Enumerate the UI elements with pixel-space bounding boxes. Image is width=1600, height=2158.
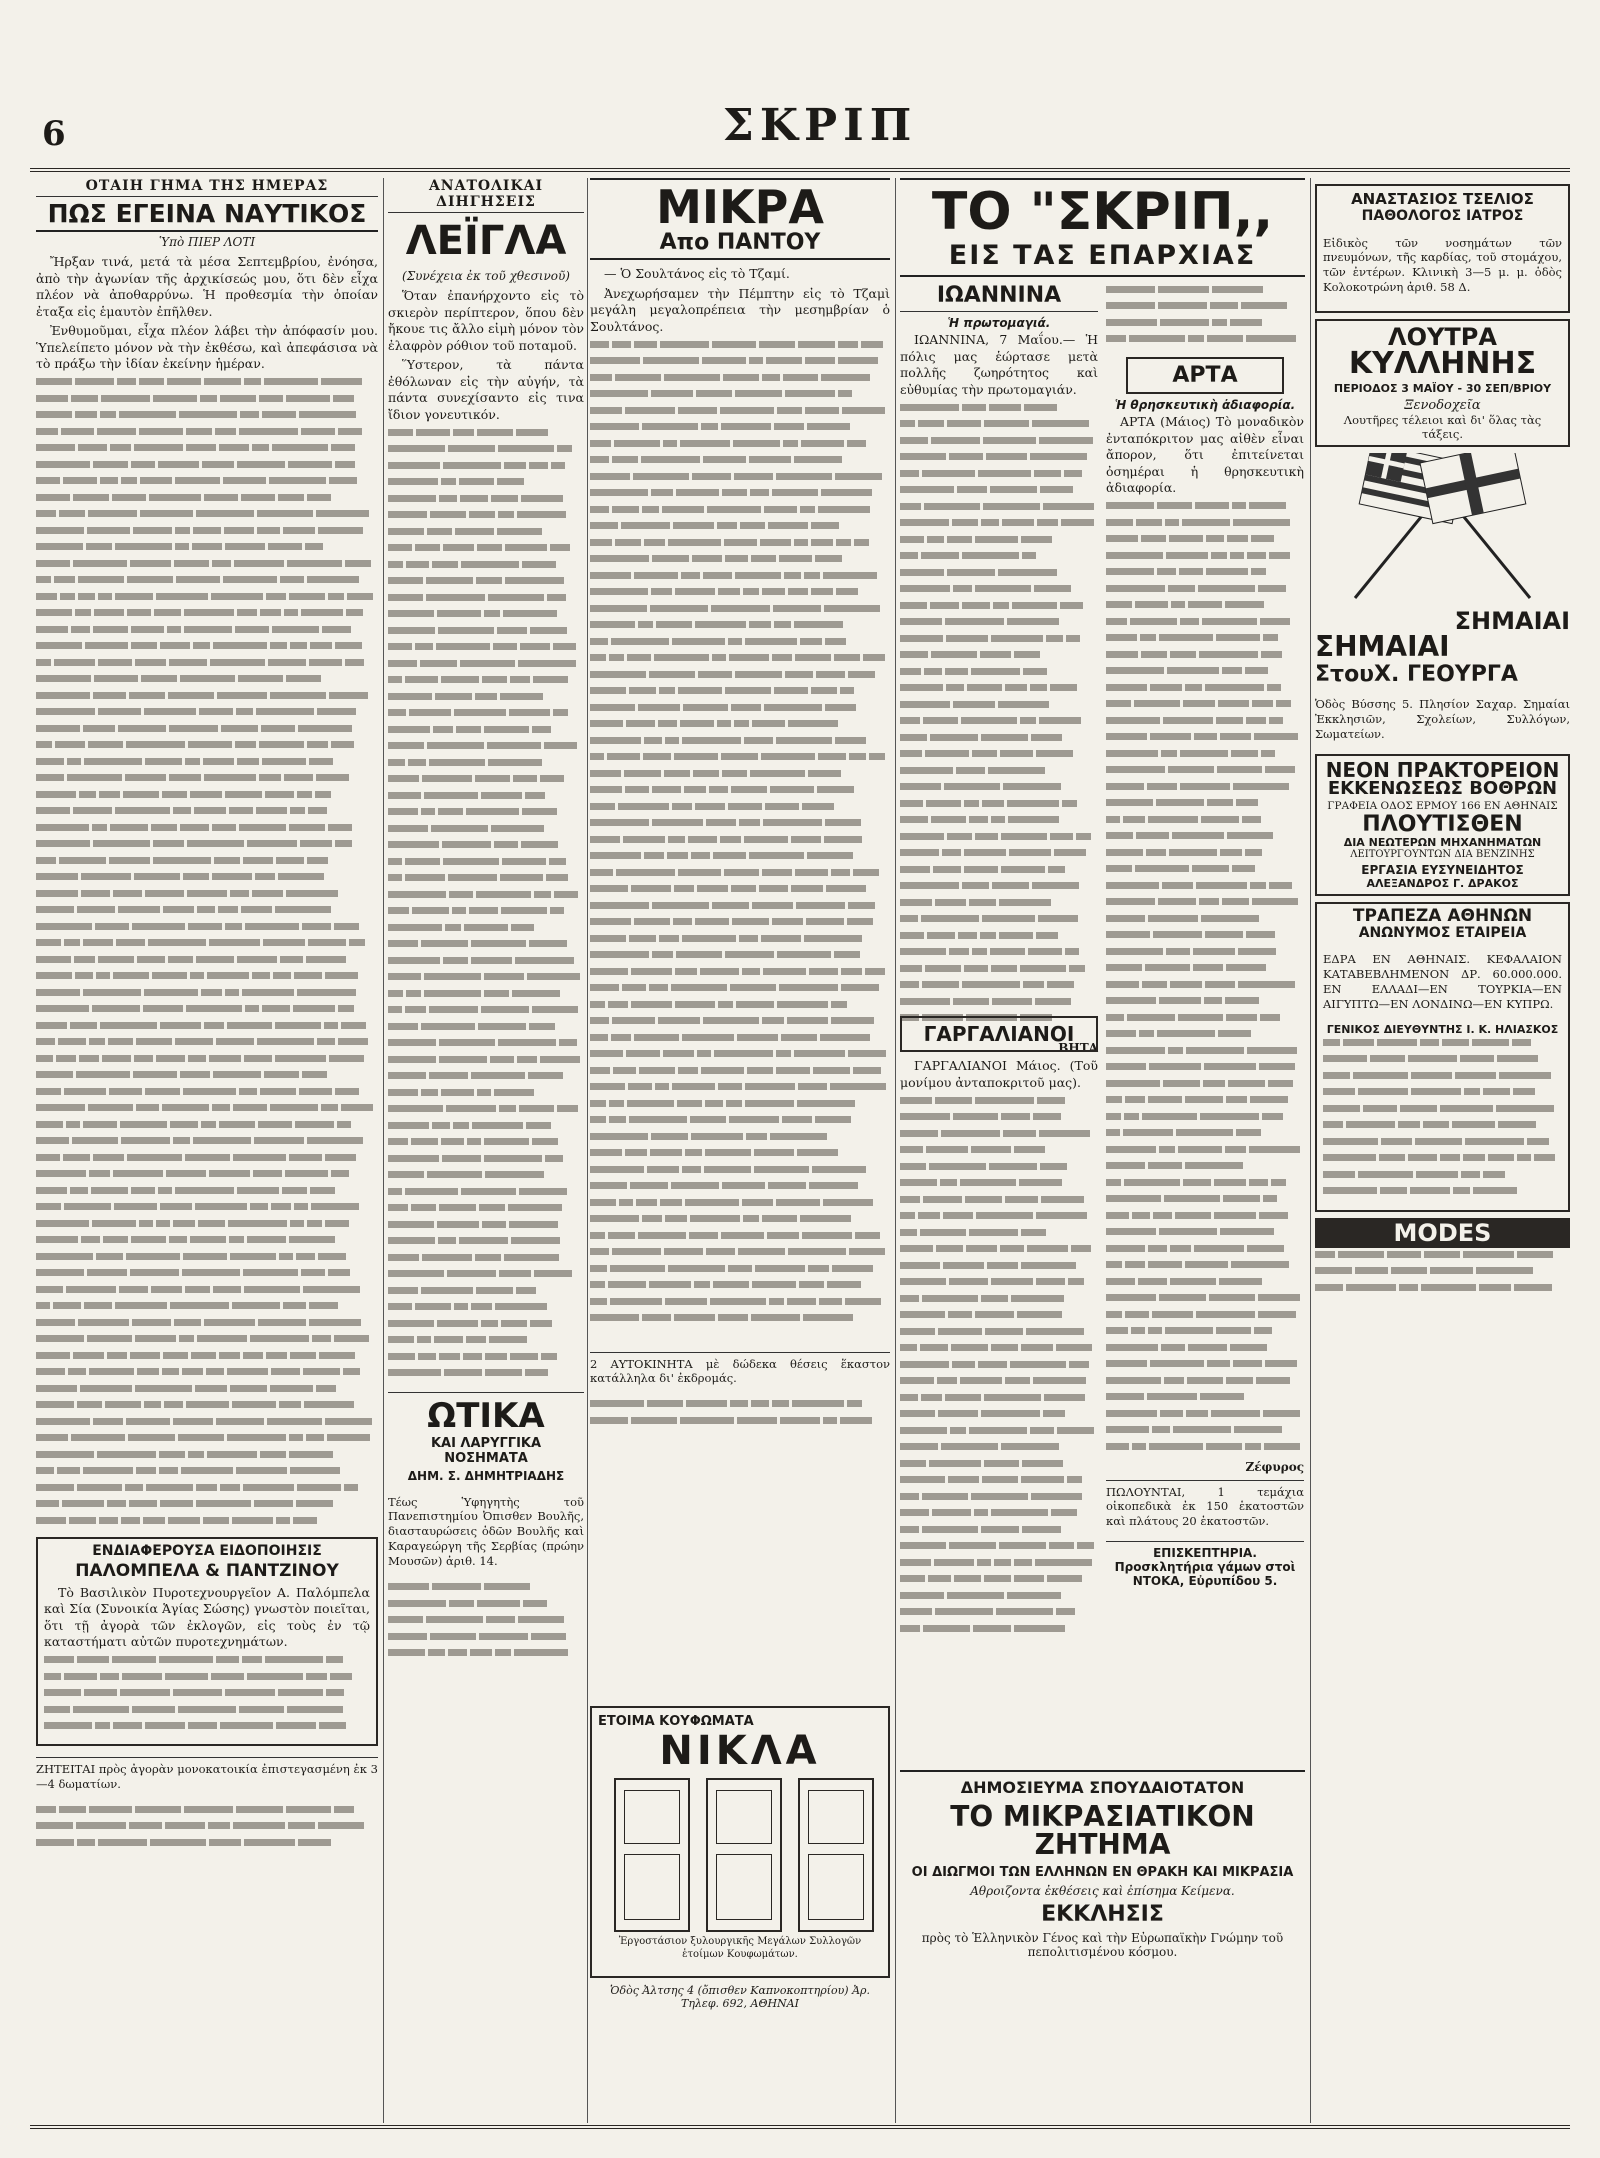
asia-minor-announcement — [900, 1770, 1305, 1959]
city-heading: ΙΩΑΝΝΙΝΑ — [900, 283, 1098, 312]
column-1 — [36, 178, 378, 2123]
modes-banner: MODES — [1315, 1218, 1570, 1248]
article-body-text — [36, 376, 378, 1531]
story-headline: ΛΕΪΓΛΑ — [405, 218, 567, 264]
office-address: ΓΡΑΦΕΙΑ ΟΔΟΣ ΕΡΜΟΥ 166 ΕΝ ΑΘΗΝΑΙΣ — [1327, 799, 1558, 812]
doctor-role: ΠΑΘΟΛΟΓΟΣ ΙΑΤΡΟΣ — [1361, 208, 1524, 224]
announcement-text: πρὸς τὸ Ἑλληνικὸν Γένος καὶ τὴν Εὐρωπαϊκὴν Γνώμην τοῦ πεπολιτισμένου κόσμου. — [921, 1931, 1284, 1959]
crossed-flags-icon — [1315, 453, 1570, 603]
bank-advertisement — [1315, 902, 1570, 1213]
visit-text: Προσκλητήρια γάμων στοὶ ΝΤΟΚΑ, Εὐρυπίδου 5. — [1114, 1559, 1296, 1588]
doctor-ad-subtitle: ΚΑΙ ΛΑΡΥΓΓΙΚΑ ΝΟΣΗΜΑΤΑ — [430, 1436, 542, 1466]
nikla-brand: ΝΙΚΛΑ — [659, 1728, 821, 1774]
article-paragraph: Ἤρξαν τινά, μετά τὰ μέσα Σεπτεμβρίου, ἐνόησα, ἀπὸ τὴν ἀγωνίαν τῆς ἀρχικίσεώς μου, ὅτι δὲν εἶχα πλέον νὰ ἀποθαρρύνω. Ἡ προθεσμία τὴν ὁποίαν ἐταξα εἰς ἑμαυτὸν ἐπῆλθεν. — [36, 254, 378, 319]
report-body-text — [900, 401, 1098, 1041]
doctor-ad-text: Τέως Ὑφηγητὴς τοῦ Πανεπιστημίου Ὀπισθεν Βουλῆς, διασταυρώσεις ὁδῶν Βουλῆς καὶ Καραγεώργη τῆς Σερβίας (πρώην Μουσῶν) ἀριθ. 14. — [388, 1494, 584, 1569]
column-2 — [388, 178, 584, 2123]
nikla-ad-label: ΕΤΟΙΜΑ ΚΟΥΦΩΜΑΤΑ — [598, 1714, 754, 1729]
reports-right-column — [1106, 283, 1304, 1588]
news-body-text — [590, 338, 890, 1340]
footer-rule — [30, 2125, 1570, 2129]
door-illustration — [706, 1778, 782, 1932]
office-subtitle: ΔΙΑ ΝΕΩΤΕΡΩΝ ΜΗΧΑΝΗΜΑΤΩΝ — [1343, 835, 1542, 849]
baths-advertisement — [1315, 319, 1570, 447]
masthead: ΣΚΡΙΠ — [722, 100, 918, 151]
section-headline: ΤΟ "ΣΚΡΙΠ,, — [900, 178, 1305, 238]
announcement-kicker: ΔΗΜΟΣΙΕΥΜΑ ΣΠΟΥΔΑΙΟΤΑΤΟΝ — [960, 1778, 1245, 1797]
notice-advertisement — [36, 1537, 378, 1746]
report-body-text — [1106, 283, 1304, 353]
notice-title: ΕΝΔΙΑΦΕΡΟΥΣΑ ΕΙΔΟΠΟΙΗΣΙΣ — [92, 1542, 322, 1559]
visit-title: ΕΠΙΣΚΕΠΤΗΡΙΑ. — [1106, 1541, 1304, 1560]
divider — [388, 1392, 584, 1393]
report-signature: Ζέφυρος — [1245, 1459, 1304, 1474]
doctor-advertisement — [1315, 184, 1570, 313]
bank-text: ΕΔΡΑ ΕΝ ΑΘΗΝΑΙΣ. ΚΕΦΑΛΑΙΟΝ ΚΑΤΑΒΕΒΛΗΜΕΝΟΝ ΔΡ. 60.000.000. ΕΝ ΕΛΛΑΔΙ—ΕΝ ΤΟΥΡΚΙΑ—ΕΝ ΑΙΓΥΠΤΩ—ΕΝ ΛΟΝΔΙΝΩ—ΕΝ ΚΥΠΡΩ. — [1323, 952, 1562, 1011]
announcement-line: Αθροιζοντα ἐκθέσεις καὶ ἐπίσημα Κείμενα. — [970, 1884, 1235, 1898]
office-title: ΝΕΟΝ ΠΡΑΚΤΟΡΕΙΟΝ — [1325, 757, 1560, 782]
classified-ad: ΖΗΤΕΙΤΑΙ πρὸς ἀγορὰν μονοκατοικία ἐπιστεγασμένη ἐκ 3—4 δωματίων. — [36, 1757, 378, 1792]
bank-title: ΤΡΑΠΕΖΑ ΑΘΗΝΩΝ — [1352, 905, 1533, 926]
door-illustration — [614, 1778, 690, 1932]
story-body-text — [388, 426, 584, 1386]
flags-shop: ΣτουΧ. ΓΕΟΥΡΓΑ — [1315, 661, 1518, 687]
city-heading: ΓΑΡΓΑΛΙΑΝΟΙ — [900, 1016, 1098, 1052]
baths-text: Λουτῆρες τέλειοι καὶ δι' ὅλας τὰς τάξεις. — [1343, 412, 1542, 441]
announcement-appeal: ΕΚΚΛΗΣΙΣ — [1041, 1902, 1164, 1927]
cesspool-advertisement — [1315, 754, 1570, 896]
notice-subtitle: ΠΑΛΟΜΠΕΛΑ & ΠΑΝΤΖΙΝΟΥ — [75, 1560, 339, 1581]
news-item: Ἀνεχωρήσαμεν τὴν Πέμπτην εἰς τὸ Τζαμὶ μεγάλη μεγαλοπρέπεια τὴν μεσημβρίαν ὁ Σουλτάνος. — [590, 285, 890, 334]
report-body-text — [1106, 500, 1304, 1460]
baths-period: ΠΕΡΙΟΔΟΣ 3 ΜΑΪΟΥ - 30 ΣΕΠ/ΒΡΙΟΥ — [1333, 381, 1552, 395]
notice-text: Τὸ Βασιλικὸν Πυροτεχνουργεῖον Α. Παλόμπελα καὶ Σία (Συνοικία Ἁγίας Σώσης) γνωστὸν ποιεῖται, ὅτι τῇ ἀγορὰ τῶν ἐκλογῶν, εἰς τοὺς ἐν τῷ καταστήματι αὐτῶν πυροτεχνημάτων. — [44, 1584, 370, 1649]
news-item: — Ὁ Σουλτάνος εἰς τὸ Τζαμί. — [604, 266, 790, 281]
car-ad-body — [590, 1398, 890, 1432]
doctor-text: Εἰδικὸς τῶν νοσημάτων τῶν πνευμόνων, τῆς καρδίας, τοῦ στομάχου, τῶν ἐντέρων. Κλινικὴ 3—5 μ. μ. ὁδὸς Κολοκοτρώνη ἀριθ. 58 Δ. — [1323, 235, 1562, 295]
column-5 — [1315, 178, 1570, 2123]
column-separator — [383, 178, 384, 2123]
bank-body-text — [1323, 1036, 1562, 1206]
baths-hotel: Ξενοδοχεῖα — [1404, 397, 1481, 413]
report-paragraph: ΙΩΑΝΝΙΝΑ, 7 Μαΐου.— Ἡ πόλις μας ἑώρτασε μετὰ πολλῆς ζωηρότητος καὶ εὐθυμίας τὴν πρωτομαγιάν. — [900, 332, 1098, 397]
continued-note: (Συνέχεια ἐκ τοῦ χθεσινοῦ) — [402, 269, 570, 283]
office-owner: ΑΛΕΞΑΝΔΡΟΣ Γ. ΔΡΑΚΟΣ — [1366, 876, 1519, 890]
bank-director: ΓΕΝΙΚΟΣ ΔΙΕΥΘΥΝΤΗΣ Ι. Κ. ΗΛΙΑΣΚΟΣ — [1326, 1023, 1559, 1037]
nikla-caption: Ἐργοστάσιον ξυλουργικῆς Μεγάλων Συλλογῶν ἑτοίμων Κουφωμάτων. — [618, 1936, 862, 1960]
article-kicker: ΟΤΑΙΗ ΓΗΜΑ ΤΗΣ ΗΜΕΡΑΣ — [36, 178, 378, 197]
office-title: ΕΚΚΕΝΩΣΕΩΣ ΒΟΘΡΩΝ — [1327, 777, 1558, 799]
article-headline: ΠΩΣ ΕΓΕΙΝΑ ΝΑΥΤΙΚΟΣ — [36, 201, 378, 232]
flags-illustration — [1315, 453, 1570, 603]
doctor-ad-title: ΩΤΙΚΑ — [427, 1396, 545, 1436]
baths-title: ΛΟΥΤΡΑ — [1388, 322, 1497, 351]
modes-body-text — [1315, 1248, 1570, 1308]
office-highlight: ΠΛΟΥΤΙΣΘΕΝ — [1362, 811, 1523, 837]
report-signature: ΒΗΤΑ — [1058, 1041, 1098, 1055]
doctor-name: ΔΗΜ. Σ. ΔΗΜΗΤΡΙΑΔΗΣ — [407, 1469, 565, 1483]
page-header — [30, 100, 1570, 170]
nikla-ad — [590, 1700, 890, 2010]
office-subtitle: ΛΕΙΤΟΥΡΓΟΥΝΤΩΝ ΔΙΑ ΒΕΝΖΙΝΗΣ — [1350, 848, 1535, 860]
classified-body-text — [36, 1803, 378, 1863]
doctor-name: ΑΝΑΣΤΑΣΙΟΣ ΤΣΕΛΙΟΣ — [1351, 190, 1534, 208]
door-illustration — [798, 1778, 874, 1932]
city-heading: ΑΡΤΑ — [1126, 357, 1284, 394]
section-headline: ΜΙΚΡΑ — [590, 178, 890, 230]
section-subheadline: ΕΙΣ ΤΑΣ ΕΠΑΡΧΙΑΣ — [900, 238, 1305, 277]
header-rule — [30, 168, 1570, 172]
nikla-ad-box — [590, 1706, 890, 1978]
article-paragraph: Ἐνθυμοῦμαι, εἶχα πλέον λάβει τὴν ἀπόφασίν μου. Ὑπελείπετο μόνον νὰ τὴν ἐκθέσω, καὶ ἀπεφάσισα νὰ τὸ πράξω τὴν ἰδίαν ἐκείνην ἡμέραν. — [36, 323, 378, 371]
report-body-text — [900, 1094, 1098, 1654]
article-byline: Ὑπὸ ΠΙΕΡ ΛΟΤΙ — [158, 235, 256, 249]
flags-text: Ὁδὸς Βύσσης 5. Πλησίον Σαχαρ. Σημαίαι Ἐκκλησιῶν, Σχολείων, Συλλόγων, Σωματείων. — [1315, 697, 1570, 742]
section-subheadline: Απο ΠΑΝΤΟΥ — [590, 230, 890, 260]
page-number: 6 — [42, 114, 66, 154]
nikla-address: Ὁδὸς Ἀλτσης 4 (ὄπισθεν Καπνοκοπτηρίου) Ἀρ. Τηλεφ. 692, ΑΘΗΝΑΙ — [610, 1984, 870, 2010]
column-separator — [1310, 178, 1311, 2123]
flags-title: ΣΗΜΑΙΑΙ — [1315, 629, 1450, 663]
office-work: ΕΡΓΑΣΙΑ ΕΥΣΥΝΕΙΔΗΤΟΣ — [1361, 862, 1524, 877]
story-paragraph: Ὅταν ἐπανήρχοντο εἰς τὸ σκιερὸν περίπτερον, ὅπου δὲν ἤκουε τις ἄλλο εἰμὴ μόνον τὸν ἐλαφρὸν ρόθιον τοῦ ποταμοῦ. — [388, 288, 584, 353]
column-separator — [895, 178, 896, 2123]
report-paragraph: ΑΡΤΑ (Μάιος) Τὸ μοναδικὸν ἐνταπόκριτον μας αἰθὲν εἶναι ἄπορον, ὅτι ἐπιτείνεται ὀσημέραι ἡ θρησκευτικὴ ἀδιαφορία. — [1106, 414, 1304, 495]
sale-notice: ΠΩΛΟΥΝΤΑΙ, 1 τεμάχια οἰκοπεδικὰ ἐκ 150 ἑκατοστῶν καὶ πλάτους 20 ἑκατοστῶν. — [1106, 1480, 1304, 1530]
report-subheading: Ἡ θρησκευτικὴ ἀδιαφορία. — [1114, 398, 1296, 412]
story-kicker: ΑΝΑΤΟΛΙΚΑΙ ΔΙΗΓΗΣΕΙΣ — [388, 178, 584, 213]
notice-body-text — [44, 1654, 370, 1740]
bank-subtitle: ΑΝΩΝΥΜΟΣ ΕΤΑΙΡΕΙΑ — [1358, 924, 1527, 941]
car-advertisement: 2 ΑΥΤΟΚΙΝΗΤΑ μὲ δώδεκα θέσεις ἕκαστον κατάλληλα δι' ἐκδρομάς. — [590, 1352, 890, 1387]
flags-title: ΣΗΜΑΙΑΙ — [1454, 606, 1570, 635]
doctor-ad-body — [388, 1581, 584, 1671]
announcement-subtitle: ΟΙ ΔΙΩΓΜΟΙ ΤΩΝ ΕΛΛΗΝΩΝ ΕΝ ΘΡΑΚΗ ΚΑΙ ΜΙΚΡΑΣΙΑ — [911, 1865, 1294, 1880]
report-paragraph: ΓΑΡΓΑΛΙΑΝΟΙ Μάιος. (Τοῦ μονίμου ἀνταποκριτοῦ μας). — [900, 1058, 1098, 1090]
column-separator — [587, 178, 588, 2123]
gargalianoi-report — [900, 1010, 1098, 1654]
report-subheading: Ἡ πρωτομαγιά. — [947, 316, 1051, 330]
announcement-title: ΤΟ ΜΙΚΡΑΣΙΑΤΙΚΟΝ ΖΗΤΗΜΑ — [950, 1800, 1255, 1861]
baths-name: ΚΥΛΛΗΝΗΣ — [1348, 345, 1537, 381]
story-paragraph: Ὕστερον, τὰ πάντα ἐθόλωναν εἰς τὴν αὐγήν, τὰ πάντα συνεχίσαντο εἰς τινα ἴδιον γονευτικόν. — [388, 357, 584, 422]
